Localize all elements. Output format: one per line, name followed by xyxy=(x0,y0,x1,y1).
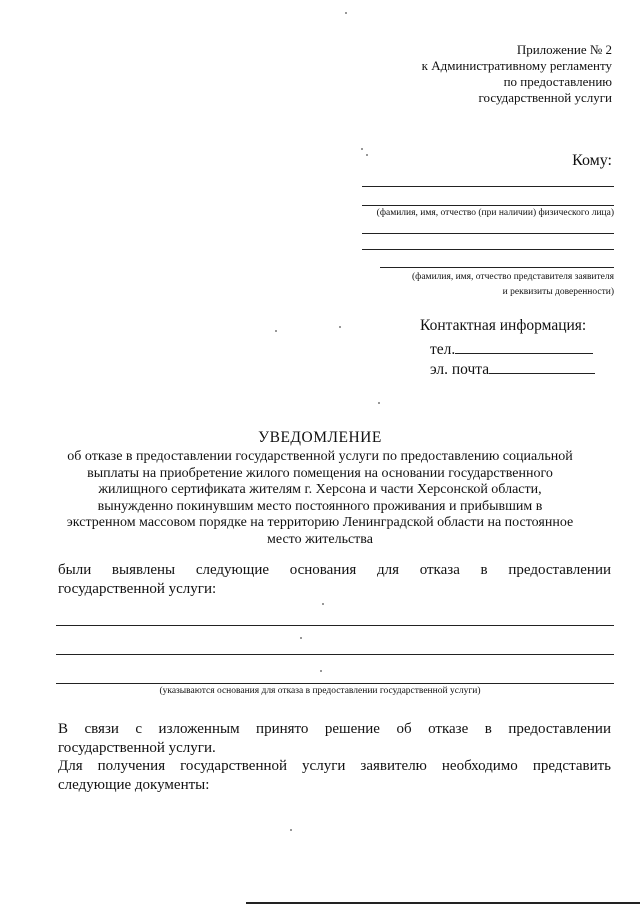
scan-speck xyxy=(275,330,277,332)
grounds-note: (указываются основания для отказа в предоставлении государственной услуги) xyxy=(159,686,481,696)
scan-speck xyxy=(320,670,322,672)
scan-speck xyxy=(345,12,347,14)
scan-speck xyxy=(378,402,380,404)
representative-note-1: (фамилия, имя, отчество представителя заявителя xyxy=(412,272,614,282)
representative-line-3[interactable] xyxy=(380,267,614,268)
subject-line: вынужденно покинувшим место постоянного проживания и прибывшим в xyxy=(97,498,543,514)
subject-line: экстренном массовом порядке на территорию Ленинградской области на постоянное xyxy=(66,515,574,530)
phone-field[interactable] xyxy=(455,340,593,354)
scan-speck xyxy=(300,637,302,639)
scan-speck xyxy=(366,154,368,156)
grounds-intro-line-2: государственной услуги: xyxy=(58,580,217,597)
appendix-service: государственной услуги xyxy=(478,90,612,105)
decision-line-2: государственной услуги. xyxy=(58,739,216,756)
representative-line-2[interactable] xyxy=(362,249,614,250)
grounds-intro xyxy=(58,561,611,598)
email-row xyxy=(430,360,595,379)
decision-line-4: следующие документы: xyxy=(58,776,210,793)
recipient-name-line-1[interactable] xyxy=(362,186,614,187)
phone-label: тел. xyxy=(430,341,456,358)
subject-line: выплаты на приобретение жилого помещения на основании государственного xyxy=(87,465,553,481)
appendix-provision: по предоставлению xyxy=(503,74,612,89)
grounds-line-1[interactable] xyxy=(56,625,614,626)
email-field[interactable] xyxy=(489,360,595,374)
subject-line: место жительства xyxy=(267,531,373,547)
scan-speck xyxy=(290,829,292,831)
appendix-number: Приложение № 2 xyxy=(516,42,612,57)
appendix-header xyxy=(422,42,612,106)
notice-subject xyxy=(40,449,600,548)
grounds-intro-line-1: были выявлены следующие основания для отказа в предоставлении xyxy=(58,562,611,578)
scan-speck xyxy=(339,326,341,328)
scan-speck xyxy=(322,603,324,605)
person-name-note: (фамилия, имя, отчество (при наличии) физического лица) xyxy=(376,208,614,218)
decision-line-3: Для получения государственной услуги заявителю необходимо представить xyxy=(58,758,611,774)
subject-line: об отказе в предоставлении государственной услуги по предоставлению социальной xyxy=(67,449,573,464)
phone-row xyxy=(430,340,593,359)
scan-speck xyxy=(361,148,363,150)
recipient-name-line-2[interactable] xyxy=(362,205,614,206)
representative-line-1[interactable] xyxy=(362,233,614,234)
notice-heading: УВЕДОМЛЕНИЕ xyxy=(258,429,382,446)
contact-title: Контактная информация: xyxy=(420,317,587,334)
decision-line-1: В связи с изложенным принято решение об отказе в предоставлении xyxy=(58,721,611,737)
email-label: эл. почта xyxy=(430,361,490,378)
grounds-line-3[interactable] xyxy=(56,683,614,684)
recipient-label: Кому: xyxy=(572,152,612,169)
representative-note-2: и реквизиты доверенности) xyxy=(502,287,614,297)
subject-line: жилищного сертификата жителям г. Херсона и части Херсонской области, xyxy=(98,482,542,497)
bottom-edge-line xyxy=(246,902,640,904)
decision-paragraph xyxy=(58,720,611,794)
grounds-line-2[interactable] xyxy=(56,654,614,655)
appendix-regulation: к Административному регламенту xyxy=(421,58,612,73)
